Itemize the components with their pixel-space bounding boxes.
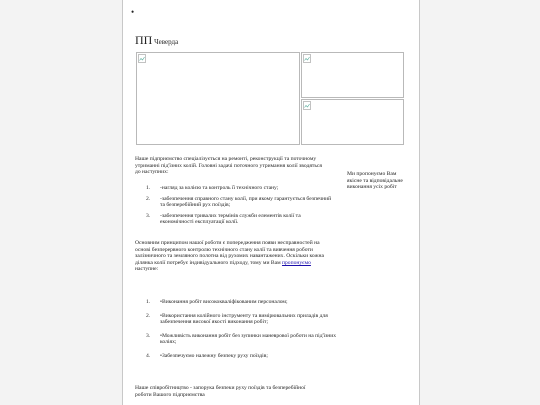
broken-image-icon: [138, 54, 146, 63]
photo-main-broken-image: [136, 52, 300, 145]
list-item: 3. -забезпечення тривалих термінів служби елементів колії та економічності експлуатації колії.: [146, 212, 301, 226]
list-item: 2. •Використання колійного інструменту та вимірювальних приладів для забезпечення високої якості виконання робіт;: [146, 312, 328, 326]
footer-paragraph: Наше співробітництво - запорука безпеки руху поїздів та безперебійної роботи Вашого підприємства: [135, 385, 306, 398]
list-item: 2. -забезпечення справного стану колії, при якому гарантується безпечний та безперебійний рух поїздів;: [146, 195, 332, 209]
intro-paragraph: Наше підприємство спеціалізується на ремонті, реконструкції та поточному утриманні під'їзних колій. Головні задачі поточного утримання колії зводяться до наступних:: [135, 156, 322, 176]
offer-link[interactable]: пропонуємо: [282, 259, 311, 266]
photo-bottom-right-broken-image: [301, 99, 404, 145]
list-item: 1. •Виконання робіт висококваліфікованим персоналом;: [146, 299, 288, 305]
list-item: 3. •Можливість виконання робіт без зупинки маневрової роботи на під'їзних коліях;: [146, 332, 337, 346]
bullet-mark: •: [131, 7, 135, 17]
list-item: 4. •Забезпечуємо належну безпеку руху поїздів;: [146, 352, 268, 359]
side-note: Ми пропонуємо Вам якісне та відповідальне виконання усіх робіт: [347, 171, 403, 191]
title-name: Чеверда: [154, 38, 179, 46]
offers-list: [146, 299, 342, 360]
list-item: 1. -нагляд за колією та контроль її технічного стану;: [146, 185, 279, 191]
title-pp: ПП: [135, 33, 153, 47]
principle-paragraph: Основним принципом нашої роботи є попередження появи несправностей на основі безперервного контролю технічного стану колії та вивчення роботи залізничного та земляного полотна від рухомих навантажених. Оскільки кожна ділянка колії потребує індивідуального підходу, тому ми Вам пропонуємо наступне:: [135, 240, 324, 273]
broken-image-icon: [303, 54, 311, 63]
tasks-list: [146, 185, 332, 226]
broken-image-icon: [303, 101, 311, 110]
photo-top-right-broken-image: [301, 52, 404, 98]
page-title: [135, 35, 178, 47]
